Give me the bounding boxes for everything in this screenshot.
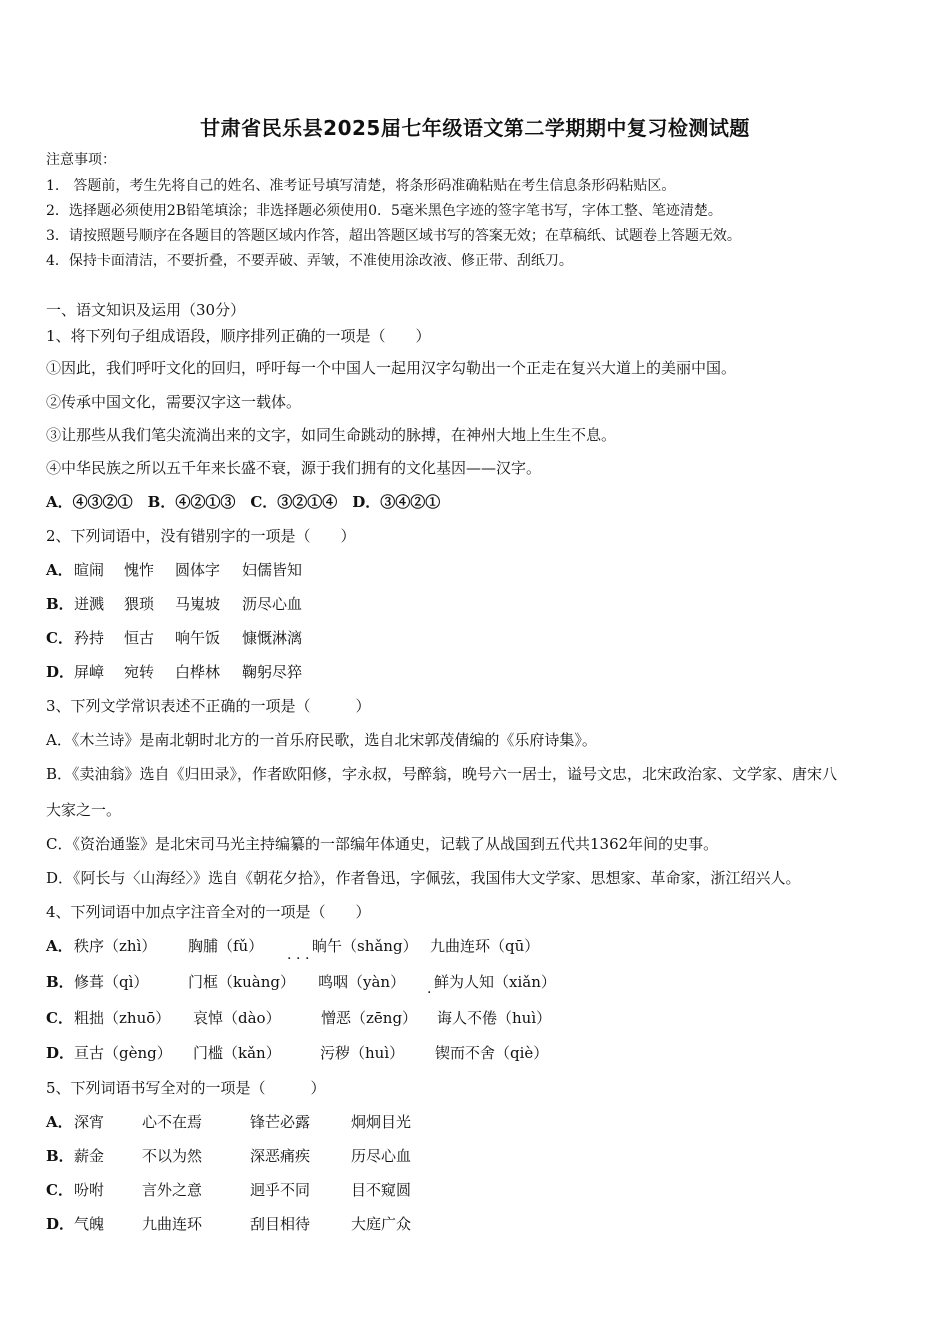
question-stem: 2、下列词语中，没有错别字的一项是（ ） (46, 527, 356, 545)
option-word: 大庭广众 (351, 1215, 412, 1233)
option-label: B． (46, 1147, 74, 1165)
option-word: 沥尽心血 (242, 595, 303, 613)
option-label: C． (46, 1009, 73, 1027)
q3-option: A．《木兰诗》是南北朝时北方的一首乐府民歌，选自北宋郭茂倩编的《乐府诗集》。 (46, 731, 597, 749)
option-word: 刮目相待 (250, 1215, 311, 1233)
option-word: 愧怍 (124, 561, 155, 579)
question-stem: 3、下列文学常识表述不正确的一项是（ ） (46, 697, 371, 715)
option-word: 矜持 (74, 629, 105, 647)
option-word: 迸溅 (74, 595, 105, 613)
q1-options: A．④③②① B．④②①③ C．③②①④ D．③④②① (46, 493, 441, 511)
q1-sentence: ④中华民族之所以五千年来长盛不衰，源于我们拥有的文化基因——汉字。 (46, 459, 542, 477)
option-word: 圆体字 (175, 561, 221, 579)
option-word: 鞠躬尽猝 (242, 663, 303, 681)
emphasis-dot: . (287, 947, 292, 963)
option-word: 吩咐 (74, 1181, 105, 1199)
option-word: 秩序（zhì） (74, 937, 157, 955)
option-word: 气魄 (74, 1215, 105, 1233)
q3-option: 大家之一。 (46, 801, 122, 819)
option-word: 哀悼（dào） (193, 1009, 281, 1027)
option-word: 恒古 (124, 629, 155, 647)
option-word: 妇儒皆知 (242, 561, 303, 579)
option-label: C． (46, 1181, 73, 1199)
option-word: 诲人不倦（huì） (437, 1009, 552, 1027)
option-word: 九曲连环 (142, 1215, 203, 1233)
option-label: D． (46, 1044, 75, 1062)
option-label: D． (46, 663, 75, 681)
q3-option: D．《阿长与〈山海经〉》选自《朝花夕拾》，作者鲁迅，字佩弦，我国伟大文学家、思想家、革命家，浙江绍兴人。 (46, 869, 801, 887)
option-label: B． (46, 595, 74, 613)
notice-item: 4．保持卡面清洁，不要折叠，不要弄破、弄皱，不准使用涂改液、修正带、刮纸刀。 (46, 253, 573, 269)
option-word: 深宵 (74, 1113, 105, 1131)
option-word: 白桦林 (175, 663, 221, 681)
q1-sentence: ②传承中国文化，需要汉字这一载体。 (46, 393, 302, 411)
option-word: 言外之意 (142, 1181, 203, 1199)
q1-sentence: ①因此，我们呼吁文化的回归，呼吁每一个中国人一起用汉字勾勒出一个正走在复兴大道上的美丽中国。 (46, 359, 737, 377)
option-word: 九曲连环（qū） (430, 937, 540, 955)
option-word: 修葺（qì） (74, 973, 149, 991)
option-label: A． (46, 1113, 73, 1131)
option-label: D． (46, 1215, 75, 1233)
option-word: 马嵬坡 (175, 595, 221, 613)
option-word: 屏嶂 (74, 663, 105, 681)
option-word: 鸣咽（yàn） (318, 973, 406, 991)
option-word: 鲜为人知（xiǎn） (434, 973, 556, 991)
option-word: 暄闹 (74, 561, 105, 579)
option-word: 门槛（kǎn） (193, 1044, 281, 1062)
option-word: 不以为然 (142, 1147, 203, 1165)
option-word: 猥琐 (124, 595, 155, 613)
emphasis-dot: . (305, 947, 310, 963)
option-word: 深恶痛疾 (250, 1147, 311, 1165)
question-stem: 4、下列词语中加点字注音全对的一项是（ ） (46, 903, 371, 921)
option-word: 憎恶（zēng） (321, 1009, 418, 1027)
option-word: 响午饭 (175, 629, 221, 647)
option-word: 宛转 (124, 663, 155, 681)
option-label: B． (46, 973, 74, 991)
option-word: 历尽心血 (351, 1147, 412, 1165)
option-label: A． (46, 561, 73, 579)
notice-item: 1. 答题前，考生先将自己的姓名、准考证号填写清楚，将条形码准确粘贴在考生信息条形码粘贴区。 (46, 178, 676, 194)
option-word: 晌午（shǎng） (312, 937, 418, 955)
option-word: 慷慨淋漓 (242, 629, 303, 647)
option-label: C． (46, 629, 73, 647)
q1-sentence: ③让那些从我们笔尖流淌出来的文字，如同生命跳动的脉搏，在神州大地上生生不息。 (46, 426, 617, 444)
option-label: A． (46, 937, 73, 955)
option-word: 炯炯目光 (351, 1113, 412, 1131)
notice-item: 2．选择题必须使用2B铅笔填涂；非选择题必须使用0．5毫米黑色字迹的签字笔书写，字体工整、笔迹清楚。 (46, 203, 722, 219)
notice-heading: 注意事项： (46, 152, 116, 168)
emphasis-dot: . (427, 981, 432, 997)
option-word: 锲而不舍（qiè） (435, 1044, 549, 1062)
emphasis-dot: . (296, 947, 301, 963)
option-word: 胸脯（fǔ） (188, 937, 264, 955)
option-word: 迥乎不同 (250, 1181, 311, 1199)
q3-option: C．《资治通鉴》是北宋司马光主持编纂的一部编年体通史，记载了从战国到五代共1362年间的史事。 (46, 835, 719, 853)
notice-item: 3．请按照题号顺序在各题目的答题区域内作答，超出答题区域书写的答案无效；在草稿纸、试题卷上答题无效。 (46, 228, 741, 244)
option-word: 粗拙（zhuō） (74, 1009, 171, 1027)
option-word: 锋芒必露 (250, 1113, 311, 1131)
question-stem: 5、下列词语书写全对的一项是（ ） (46, 1079, 326, 1097)
option-word: 亘古（gèng） (74, 1044, 172, 1062)
page-title: 甘肃省民乐县2025届七年级语文第二学期期中复习检测试题 (200, 116, 750, 140)
q3-option: B．《卖油翁》选自《归田录》，作者欧阳修，字永叔，号醉翁，晚号六一居士，谥号文忠，北宋政治家、文学家、唐宋八 (46, 765, 838, 783)
option-word: 心不在焉 (142, 1113, 203, 1131)
option-word: 污秽（huì） (320, 1044, 405, 1062)
option-word: 门框（kuàng） (188, 973, 295, 991)
question-stem: 1、将下列句子组成语段，顺序排列正确的一项是（ ） (46, 327, 431, 345)
section-heading: 一、语文知识及运用（30分） (46, 301, 246, 319)
option-word: 目不窥圆 (351, 1181, 412, 1199)
option-word: 薪金 (74, 1147, 105, 1165)
